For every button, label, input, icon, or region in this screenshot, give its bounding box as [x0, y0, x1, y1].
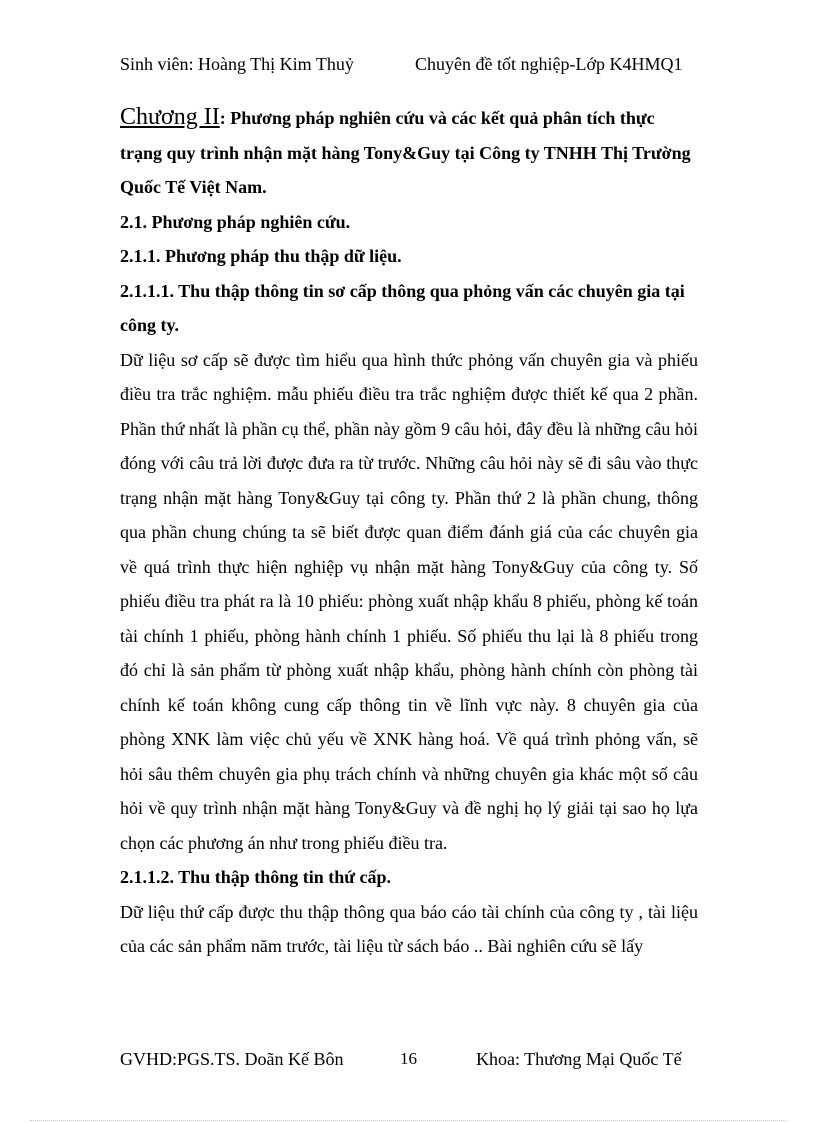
header-thesis: Chuyên đề tốt nghiệp-Lớp K4HMQ1 — [415, 54, 683, 74]
paragraph-primary-data: Dữ liệu sơ cấp sẽ được tìm hiểu qua hình thức phỏng vấn chuyên gia và phiếu điều tra trắc nghiệm. mẫu phiếu điều tra trắc nghiệm được thiết kế qua 2 phần. Phần thứ nhất là phần cụ thể, phần này gồm 9 câu hỏi, đây đều là những câu hỏi đóng với câu trả lời được đưa ra từ trước. Những câu hỏi này sẽ đi sâu vào thực trạng nhận mặt hàng Tony&Guy tại công ty. Phần thứ 2 là phần chung, thông qua phần chung chúng ta sẽ biết được quan điểm đánh giá của các chuyên gia về quá trình thực hiện nghiệp vụ nhận mặt hàng Tony&Guy của công ty. Số phiếu điều tra phát ra là 10 phiếu: phòng xuất nhập khẩu 8 phiếu, phòng kế toán tài chính 1 phiếu, phòng hành chính 1 phiếu. Số phiếu thu lại là 8 phiếu trong đó chỉ là sản phẩm từ phòng xuất nhập khẩu, phòng hành chính còn phòng tài chính kế toán không cung cấp thông tin về lĩnh vực này. 8 chuyên gia của phòng XNK làm việc chủ yếu về XNK hàng hoá. Về quá trình phỏng vấn, sẽ hỏi sâu thêm chuyên gia phụ trách chính và những chuyên gia khác một số câu hỏi về quy trình nhận mặt hàng Tony&Guy và đề nghị họ lý giải tại sao họ lựa chọn các phương án như trong phiếu điều tra. — [120, 349, 698, 853]
page-number: 16 — [400, 1049, 417, 1068]
chapter-label: Chương II — [120, 104, 220, 130]
paragraph-secondary-data: Dữ liệu thứ cấp được thu thập thông qua báo cáo tài chính của công ty , tài liệu của các sản phẩm năm trước, tài liệu từ sách báo .. Bài nghiên cứu sẽ lấy — [120, 901, 698, 956]
header-student: Sinh viên: Hoàng Thị Kim Thuỷ — [120, 54, 354, 74]
page-content — [120, 100, 698, 964]
chapter-heading — [120, 100, 698, 205]
chapter-title: : Phương pháp nghiên cứu và các kết quả phân tích thực trạng quy trình nhận mặt hàng Tony&Guy tại Công ty TNHH Thị Trường Quốc Tế Việt Nam. — [120, 108, 691, 197]
section-heading-2-1: 2.1. Phương pháp nghiên cứu. — [120, 211, 351, 232]
page-bottom-divider — [30, 1120, 786, 1121]
footer-faculty: Khoa: Thương Mại Quốc Tế — [476, 1049, 682, 1069]
section-heading-2-1-1-1: 2.1.1.1. Thu thập thông tin sơ cấp thông qua phỏng vấn các chuyên gia tại công ty. — [120, 280, 685, 335]
footer-advisor: GVHD:PGS.TS. Doãn Kế Bôn — [120, 1049, 344, 1069]
section-heading-2-1-1-2: 2.1.1.2. Thu thập thông tin thứ cấp. — [120, 867, 392, 887]
section-heading-2-1-1: 2.1.1. Phương pháp thu thập dữ liệu. — [120, 246, 402, 266]
